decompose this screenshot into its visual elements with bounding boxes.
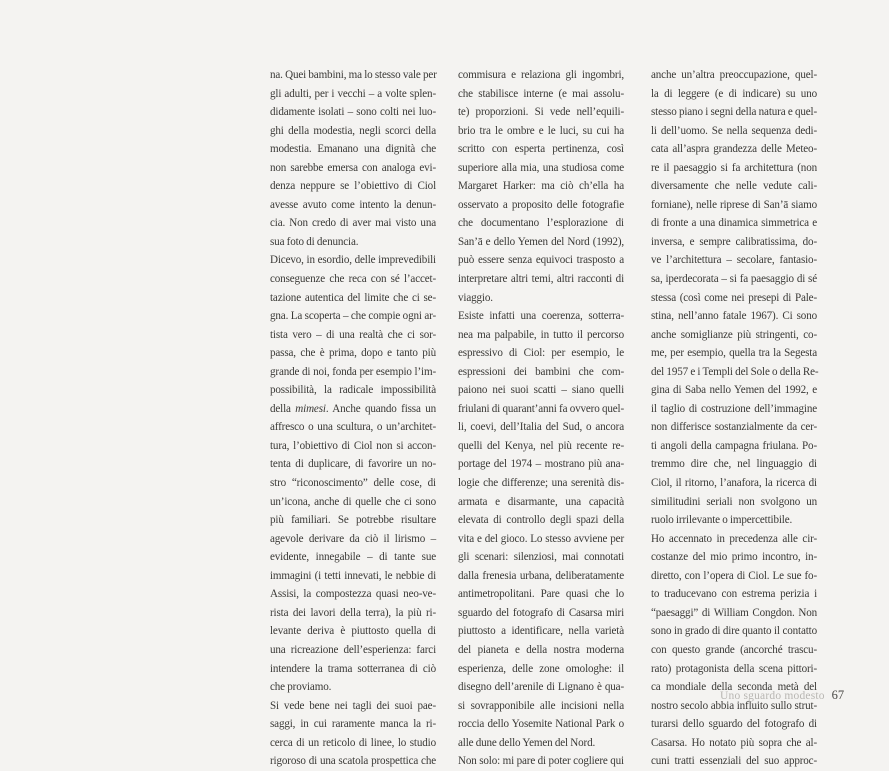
- text-line: alle dune dello Yemen del Nord.: [458, 736, 596, 749]
- text-line: costanze del mio primo incontro, in-: [651, 551, 817, 564]
- text-line: agevole derivare da ciò il lirismo –: [270, 532, 436, 545]
- text-line: gli scenari: silenziosi, mai connotati: [458, 551, 624, 564]
- page-footer: [720, 688, 844, 703]
- text-line: esperienza, delle zone omologhe: il: [458, 662, 624, 675]
- text-line: del pianeta e della nostra moderna: [458, 643, 624, 656]
- text-line: ca mondiale della seconda metà del: [651, 681, 817, 694]
- text-line: cia. Non credo di aver mai visto una: [270, 217, 436, 230]
- text-line: della mimesi. Anche quando fissa un: [270, 402, 436, 415]
- text-line: con questo grande (ancorché trascu-: [651, 643, 817, 656]
- text-line: forniane), nelle riprese di San’ā siamo: [651, 198, 817, 211]
- text-line: San’ā e dello Yemen del Nord (1992),: [458, 235, 624, 248]
- text-line: rista dei lavori della terra), la più ri-: [270, 606, 436, 619]
- text-line: paiono nei suoi scatti – siano quelli: [458, 384, 624, 397]
- text-line: levante deriva è piuttosto quella di: [270, 625, 436, 638]
- text-line: sa, iperdecorata – si fa paesaggio di sé: [651, 273, 817, 286]
- text-line: grande di noi, fonda per esempio l’im-: [270, 365, 436, 378]
- text-line: denza neppure se l’obiettivo di Ciol: [270, 180, 436, 193]
- text-line: gli adulti, per i vecchi – a volte splen-: [270, 87, 436, 100]
- text-line: interpretare altri temi, altri racconti di: [458, 273, 624, 286]
- text-line: il taglio di costruzione dell’immagine: [651, 402, 817, 415]
- text-line: viaggio.: [458, 291, 493, 304]
- text-line: sua foto di denuncia.: [270, 235, 359, 248]
- text-line: disegno dell’arenile di Lignano è qua-: [458, 681, 624, 694]
- text-line: del 1957 e i Templi del Sole o della Re-: [651, 365, 819, 378]
- text-line: me, per esempio, quella tra la Segesta: [651, 347, 817, 360]
- text-line: evidente, innegabile – di tante sue: [270, 551, 436, 564]
- text-line: ve l’architettura – secolare, fantasio-: [651, 254, 817, 267]
- text-line: che proviamo.: [270, 681, 332, 694]
- text-line: sono in grado di dire quanto il contatto: [651, 625, 817, 638]
- text-line: stessa (così come nei presepi di Pale-: [651, 291, 817, 304]
- text-line: “paesaggi” di William Congdon. Non: [651, 606, 817, 619]
- text-line: cerca di un reticolo di linee, lo studio: [270, 736, 436, 749]
- text-line: vita e del gioco. Lo stesso avviene per: [458, 532, 624, 545]
- text-line: ti angoli della campagna friulana. Po-: [651, 439, 817, 452]
- page-number: 67: [831, 688, 845, 702]
- text-line: antimetropolitani. Pare quasi che lo: [458, 588, 624, 601]
- text-line: si sovrapponibile alle incisioni nella: [458, 699, 624, 712]
- text-line: armata e disarmante, una capacità: [458, 495, 624, 508]
- text-line: più familiari. Se potrebbe risultare: [270, 514, 436, 527]
- text-line: conseguenze che reca con sé l’accet-: [270, 273, 436, 286]
- text-line: li, coevi, dell’Italia del Sud, o ancora: [458, 421, 624, 434]
- text-line: Dicevo, in esordio, delle imprevedibili: [270, 254, 436, 267]
- text-line: espressioni dei bambini che com-: [458, 365, 624, 378]
- text-line: tura, l’obiettivo di Ciol non si accon-: [270, 439, 436, 452]
- text-line: Esiste infatti una coerenza, sotterra-: [458, 310, 624, 323]
- text-line: osservato a proposito delle fotografie: [458, 198, 624, 211]
- text-line: nostro secolo abbia influito sullo strut-: [651, 699, 817, 712]
- text-line: logie che differenze; una serenità dis-: [458, 477, 624, 490]
- text-line: saggi, in cui raramente manca la ri-: [270, 718, 436, 731]
- text-line: possibilità, la radicale impossibilità: [270, 384, 436, 397]
- text-line: che stabilisce interne (e mai assolu-: [458, 87, 624, 100]
- text-line: non differisce sostanzialmente da cer-: [651, 421, 817, 434]
- text-line: stesso piano i segni della natura e quel-: [651, 106, 817, 119]
- text-line: nea ma palpabile, in tutto il percorso: [458, 328, 624, 341]
- text-line: cuni tratti essenziali del suo approc-: [651, 755, 817, 768]
- text-line: stina, nell’anno fatale 1967). Ci sono: [651, 310, 817, 323]
- text-line: ghi della modestia, negli scorci della: [270, 124, 436, 137]
- text-line: Non solo: mi pare di poter cogliere qui: [458, 755, 624, 768]
- text-column-right: [651, 66, 817, 771]
- text-line: elevata di controllo degli spazi della: [458, 514, 624, 527]
- text-line: didamente isolati – sono colti nei luo-: [270, 106, 436, 119]
- text-column-middle: [458, 66, 624, 771]
- text-line: re il paesaggio si fa architettura (non: [651, 161, 817, 174]
- text-line: cata all’aspra grandezza delle Meteo-: [651, 143, 817, 156]
- text-line: turarsi dello sguardo del fotografo di: [651, 718, 817, 731]
- text-line: to traducevano con estrema perizia i: [651, 588, 817, 601]
- text-line: Assisi, la compostezza quasi neo-ve-: [270, 588, 436, 601]
- text-line: tista vero – di una realtà che ci sor-: [270, 328, 436, 341]
- text-line: rigoroso di una scatola prospettica che: [270, 755, 436, 768]
- text-line: te) proporzioni. Si vede nell’equili-: [458, 106, 624, 119]
- text-line: roccia dello Yosemite National Park o: [458, 718, 624, 731]
- text-line: similitudini seriali non svolgono un: [651, 495, 817, 508]
- emphasis: mimesi: [295, 402, 326, 415]
- text-line: Ho accennato in precedenza alle cir-: [651, 532, 817, 545]
- text-line: Ciol, il ritorno, l’anafora, la ricerca di: [651, 477, 817, 490]
- text-line: modestia. Emanano una dignità che: [270, 143, 436, 156]
- text-line: rato) protagonista della scena pittori-: [651, 662, 817, 675]
- text-line: gina di Saba nello Yemen del 1992, e: [651, 384, 817, 397]
- text-line: intendere la trama sotterranea di ciò: [270, 662, 436, 675]
- text-line: espressivo di Ciol: per esempio, le: [458, 347, 624, 360]
- text-line: una ricreazione dell’esperienza: farci: [270, 643, 436, 656]
- text-line: sguardo del fotografo di Casarsa miri: [458, 606, 624, 619]
- text-line: non sarebbe emersa con analoga evi-: [270, 161, 436, 174]
- text-line: commisura e relaziona gli ingombri,: [458, 69, 624, 81]
- text-line: dalla frenesia urbana, deliberatamente: [458, 569, 624, 582]
- text-line: na. Quei bambini, ma lo stesso vale per: [270, 69, 437, 81]
- text-line: portage del 1974 – mostrano più ana-: [458, 458, 624, 471]
- text-line: affresco o una scultura, o un’architet-: [270, 421, 436, 434]
- text-line: li dell’uomo. Se nella sequenza dedi-: [651, 124, 817, 137]
- running-head: Uno sguardo modesto: [720, 690, 825, 702]
- text-line: piuttosto a identificare, nella varietà: [458, 625, 624, 638]
- text-line: la di leggere (e di indicare) su uno: [651, 87, 817, 100]
- text-line: gna. La scoperta – che compie ogni ar-: [270, 310, 436, 323]
- text-line: Casarsa. Ho notato più sopra che al-: [651, 736, 817, 749]
- text-line: quelli del Kenya, nel più recente re-: [458, 439, 624, 452]
- text-line: friulani di quarant’anni fa ovvero quel-: [458, 402, 624, 415]
- text-line: un’icona, anche di quelle che ci sono: [270, 495, 436, 508]
- text-line: che documentano l’esplorazione di: [458, 217, 624, 230]
- text-line: scritto con esperta pertinenza, così: [458, 143, 624, 156]
- text-line: anche somiglianze più stringenti, co-: [651, 328, 817, 341]
- text-line: brio tra le ombre e le luci, su cui ha: [458, 124, 624, 137]
- text-line: stro “riconoscimento” delle cose, di: [270, 477, 436, 490]
- text-line: Margaret Harker: ma ciò ch’ella ha: [458, 180, 624, 193]
- text-line: inversa, e sempre calibratissima, do-: [651, 235, 817, 248]
- text-line: immagini (i tetti innevati, le nebbie di: [270, 569, 436, 582]
- text-line: diversamente che nelle vedute cali-: [651, 180, 817, 193]
- text-line: diretto, con l’opera di Ciol. Le sue fo-: [651, 569, 817, 582]
- text-line: tenta di duplicare, di favorire un no-: [270, 458, 436, 471]
- text-line: superiore alla mia, una studiosa come: [458, 161, 624, 174]
- text-line: ruolo irrilevante o impercettibile.: [651, 514, 793, 527]
- text-line: tremmo dire che, nel linguaggio di: [651, 458, 817, 471]
- text-column-left: [270, 66, 436, 771]
- text-line: avesse avuto come intento la denun-: [270, 198, 436, 211]
- text-line: passa, che è prima, dopo e tanto più: [270, 347, 436, 360]
- text-line: tazione autentica del limite che ci se-: [270, 291, 436, 304]
- text-line: anche un’altra preoccupazione, quel-: [651, 69, 817, 81]
- text-line: Si vede bene nei tagli dei suoi pae-: [270, 699, 436, 712]
- text-line: di fronte a una dinamica simmetrica e: [651, 217, 817, 230]
- text-line: può essere senza equivoci trasposto a: [458, 254, 624, 267]
